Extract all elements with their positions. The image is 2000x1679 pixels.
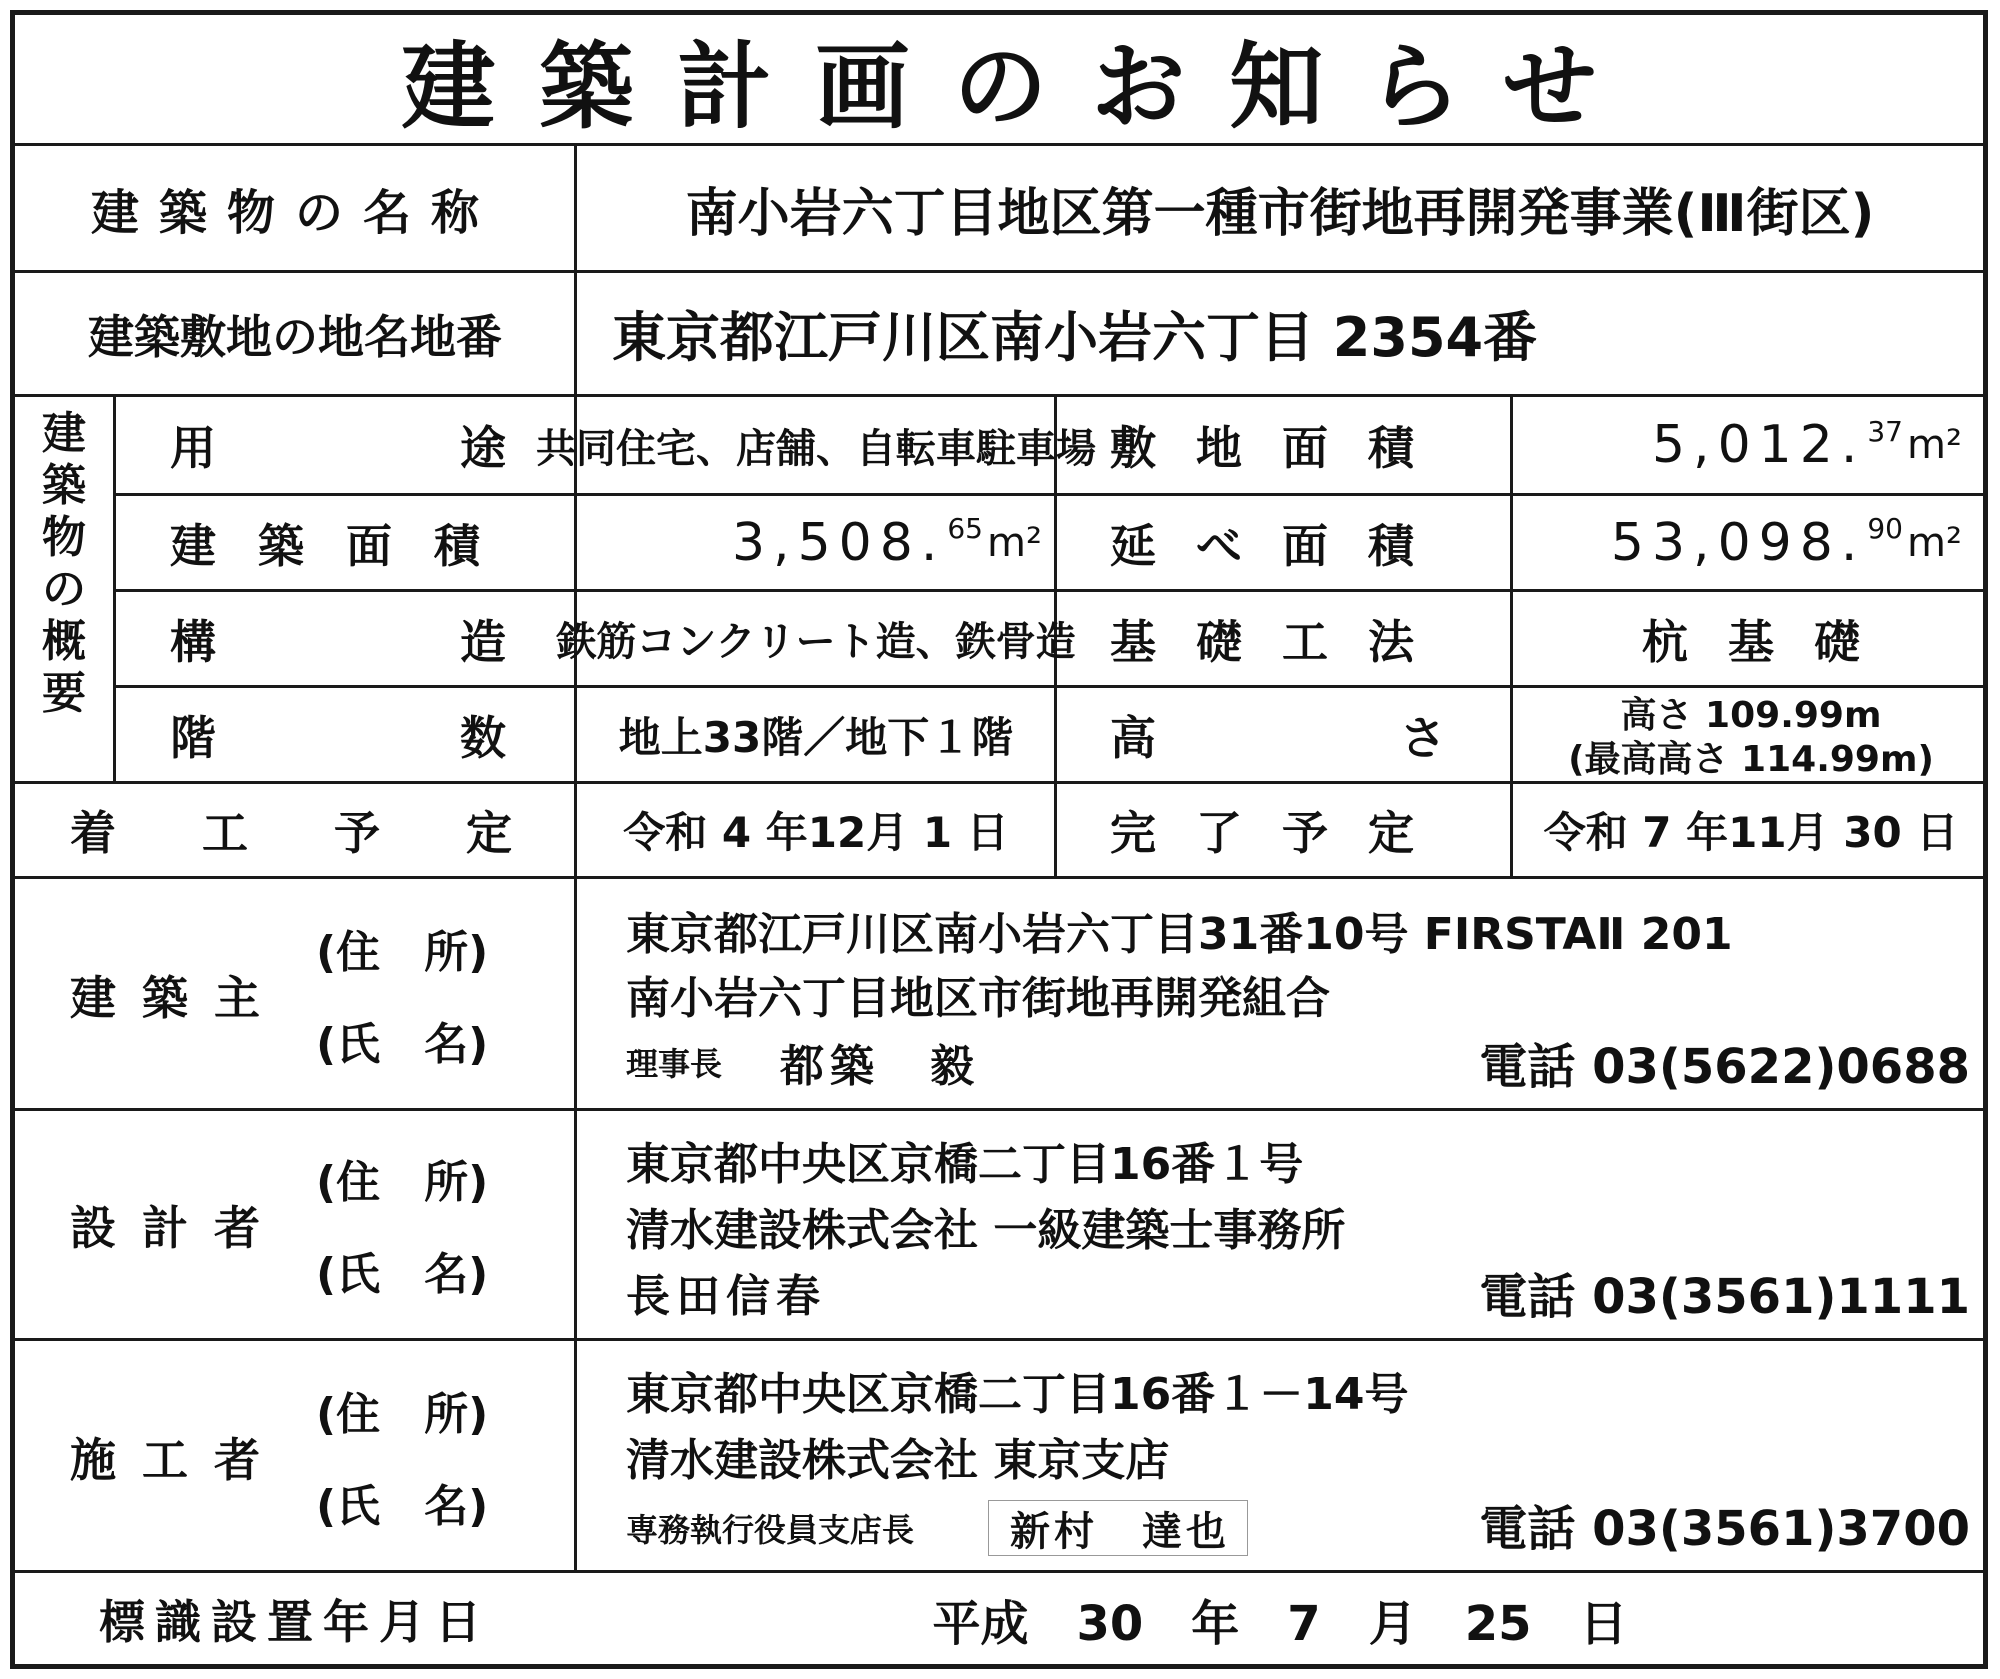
building-name-value: 南小岩六丁目地区第一種市街地再開発事業(Ⅲ街区) [685,183,1875,244]
total-floor-area-dec: 90 [1867,512,1903,545]
owner-name-label: (氏 名) [316,1019,489,1070]
floors-value: 地上33階／地下１階 [618,712,1014,762]
building-name-label: 建築物の名称 [90,184,499,241]
completion-value: 令和 7 年11月 30 日 [1543,808,1959,857]
completion-label: 完了予定 [1110,806,1454,860]
contractor-address-label: (住 所) [316,1389,489,1440]
start-value: 令和 4 年12月 1 日 [623,808,1009,857]
owner-person: 都築 毅 [780,1041,980,1092]
height-line2: (最高高さ 114.99m) [1568,738,1934,780]
height-line1: 高さ 109.99m [1620,694,1882,736]
overview-side-char: 建 [42,408,86,459]
designer-phone: 電話 03(3561)1111 [1479,1268,1970,1325]
owner-address-label: (住 所) [316,927,489,978]
overview-side-char: 物 [42,512,86,563]
contractor-role: 専務執行役員支店長 [626,1511,915,1549]
overview-side-char: 要 [42,668,86,719]
site-label: 建築敷地の地名地番 [88,309,502,364]
posted-label: 標識設置年月日 [99,1595,491,1649]
total-floor-area-int: 53,098. [1610,512,1866,573]
site-value: 東京都江戸川区南小岩六丁目 2354番 [612,306,1538,369]
foundation-value: 杭基礎 [1642,614,1900,669]
building-area-value [580,496,1042,589]
contractor-person: 新村 達也 [1010,1508,1230,1555]
floors-label-a: 階 [170,710,216,765]
floors-label-b: 数 [460,710,506,765]
building-area-dec: 65 [947,512,983,545]
owner-org: 南小岩六丁目地区市街地再開発組合 [626,973,1330,1024]
structure-label-b: 造 [460,614,506,669]
rule [10,1108,1988,1111]
rule [10,1338,1988,1341]
rule [10,876,1988,879]
rule [1510,394,1513,876]
posted-value: 平成 30 年 7 月 25 日 [932,1595,1628,1652]
site-area-dec: 37 [1867,414,1903,448]
building-area-int: 3,508. [731,512,946,573]
contractor-label: 施工者 [70,1433,286,1487]
contractor-org: 清水建設株式会社 東京支店 [626,1435,1170,1486]
site-area-label: 敷地面積 [1110,421,1454,475]
site-area-unit: m² [1907,422,1962,468]
site-area-value [1516,397,1962,493]
total-floor-area-label: 延べ面積 [1110,518,1454,573]
owner-phone: 電話 03(5622)0688 [1479,1038,1970,1095]
use-label-b: 途 [460,421,506,475]
overview-side-label [14,408,114,720]
building-area-unit: m² [987,519,1042,566]
page-title: 建築計画のお知らせ [401,33,1641,142]
structure-value: 鉄筋コンクリート造、鉄骨造 [556,619,1076,665]
contractor-phone: 電話 03(3561)3700 [1479,1500,1970,1557]
use-label-a: 用 [170,421,216,475]
total-floor-area-unit: m² [1907,519,1962,566]
overview-side-char: 概 [42,616,86,667]
contractor-address: 東京都中央区京橋二丁目16番１－14号 [626,1369,1409,1420]
designer-name-label: (氏 名) [316,1249,489,1300]
structure-label-a: 構 [170,614,216,669]
height-label-b: さ [1400,710,1446,765]
designer-address: 東京都中央区京橋二丁目16番１号 [626,1139,1304,1190]
contractor-name-label: (氏 名) [316,1481,489,1532]
designer-label: 設計者 [70,1201,286,1255]
height-label-a: 高 [1110,710,1156,765]
use-value: 共同住宅、店舗、自転車駐車場 [536,425,1096,472]
foundation-label: 基礎工法 [1110,614,1454,669]
owner-address: 東京都江戸川区南小岩六丁目31番10号 FIRSTAⅡ 201 [626,909,1733,960]
total-floor-area-value [1516,496,1962,589]
overview-side-char: の [42,564,86,615]
owner-role: 理事長 [626,1045,723,1083]
designer-person: 長田信春 [626,1271,826,1322]
designer-address-label: (住 所) [316,1157,489,1208]
owner-label: 建築主 [70,971,286,1025]
start-label: 着工予定 [70,806,598,860]
site-area-int: 5,012. [1651,415,1866,475]
designer-org: 清水建設株式会社 一級建築士事務所 [626,1205,1346,1256]
building-area-label: 建築面積 [170,518,522,573]
overview-side-char: 築 [42,460,86,511]
